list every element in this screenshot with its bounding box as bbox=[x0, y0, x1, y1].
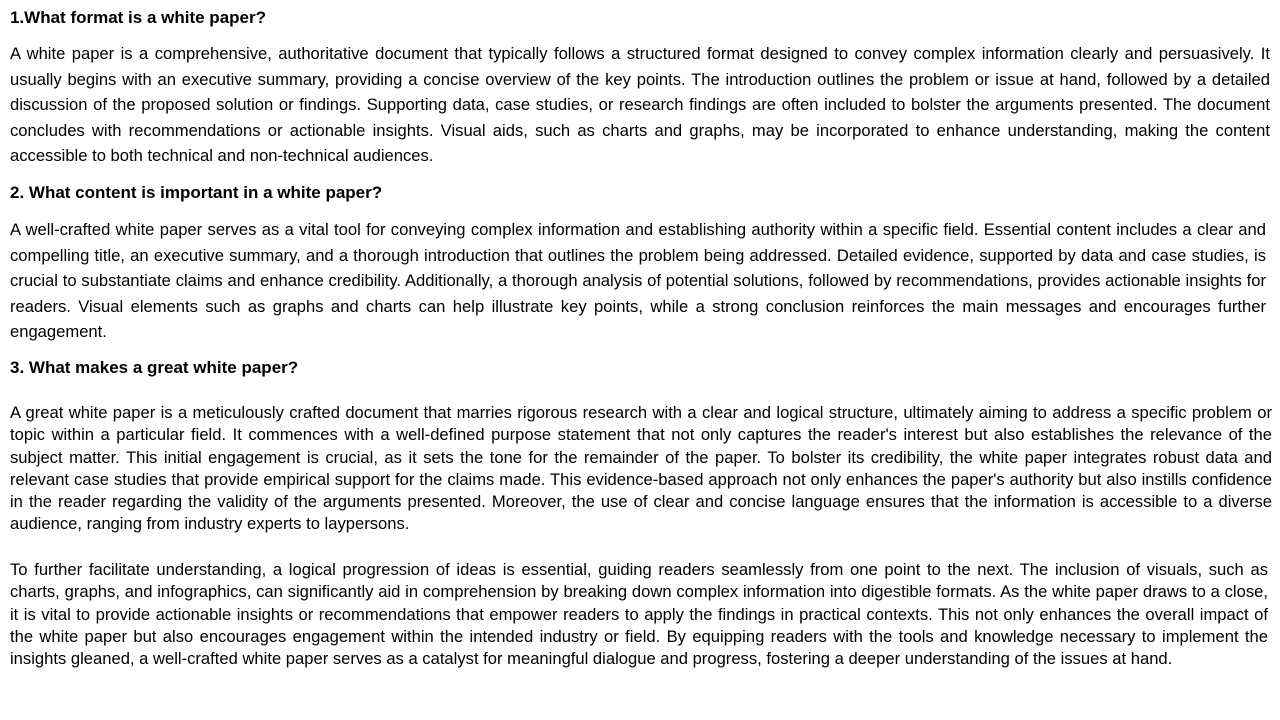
section-2-paragraph: A well-crafted white paper serves as a vital tool for conveying complex information and establishing authority within a specific field. Essential content includes a clear and compelling title, an executive summary, and a thorough introduction that outlines the problem being addressed. Detailed evidence, supported by data and case studies, is crucial to substantiate claims and enhance credibility. Additionally, a thorough analysis of potential solutions, followed by recommendations, provides actionable insights for readers. Visual elements such as graphs and charts can help illustrate key points, while a strong conclusion reinforces the main messages and encourages further engagement. bbox=[10, 220, 1266, 342]
section-3-heading: 3. What makes a great white paper? bbox=[10, 358, 299, 377]
section-2-heading: 2. What content is important in a white paper? bbox=[10, 183, 383, 202]
section-1-paragraph: A white paper is a comprehensive, authoritative document that typically follows a structured format designed to convey complex information clearly and persuasively. It usually begins with an executive summary, providing a concise overview of the key points. The introduction outlines the problem or issue at hand, followed by a detailed discussion of the proposed solution or findings. Supporting data, case studies, or research findings are often included to bolster the arguments presented. The document concludes with recommendations or actionable insights. Visual aids, such as charts and graphs, may be incorporated to enhance understanding, making the content accessible to both technical and non-technical audiences. bbox=[10, 44, 1270, 166]
section-1-heading: 1.What format is a white paper? bbox=[10, 8, 266, 27]
section-3-paragraph-1: A great white paper is a meticulously crafted document that marries rigorous research with a clear and logical structure, ultimately aiming to address a specific problem or topic within a particular field. It commences with a well-defined purpose statement that not only captures the reader's interest but also establishes the relevance of the subject matter. This initial engagement is crucial, as it sets the tone for the remainder of the paper. To bolster its credibility, the white paper integrates robust data and relevant case studies that provide empirical support for the claims made. This evidence-based approach not only enhances the paper's authority but also instills confidence in the reader regarding the validity of the arguments presented. Moreover, the use of clear and concise language ensures that the information is accessible to a diverse audience, ranging from industry experts to laypersons. bbox=[10, 403, 1272, 534]
section-3-paragraph-2: To further facilitate understanding, a logical progression of ideas is essential, guiding readers seamlessly from one point to the next. The inclusion of visuals, such as charts, graphs, and infographics, can significantly aid in comprehension by breaking down complex information into digestible formats. As the white paper draws to a close, it is vital to provide actionable insights or recommendations that empower readers to apply the findings in practical contexts. This not only enhances the overall impact of the white paper but also encourages engagement within the intended industry or field. By equipping readers with the tools and knowledge necessary to implement the insights gleaned, a well-crafted white paper serves as a catalyst for meaningful dialogue and progress, fostering a deeper understanding of the issues at hand. bbox=[10, 560, 1268, 669]
